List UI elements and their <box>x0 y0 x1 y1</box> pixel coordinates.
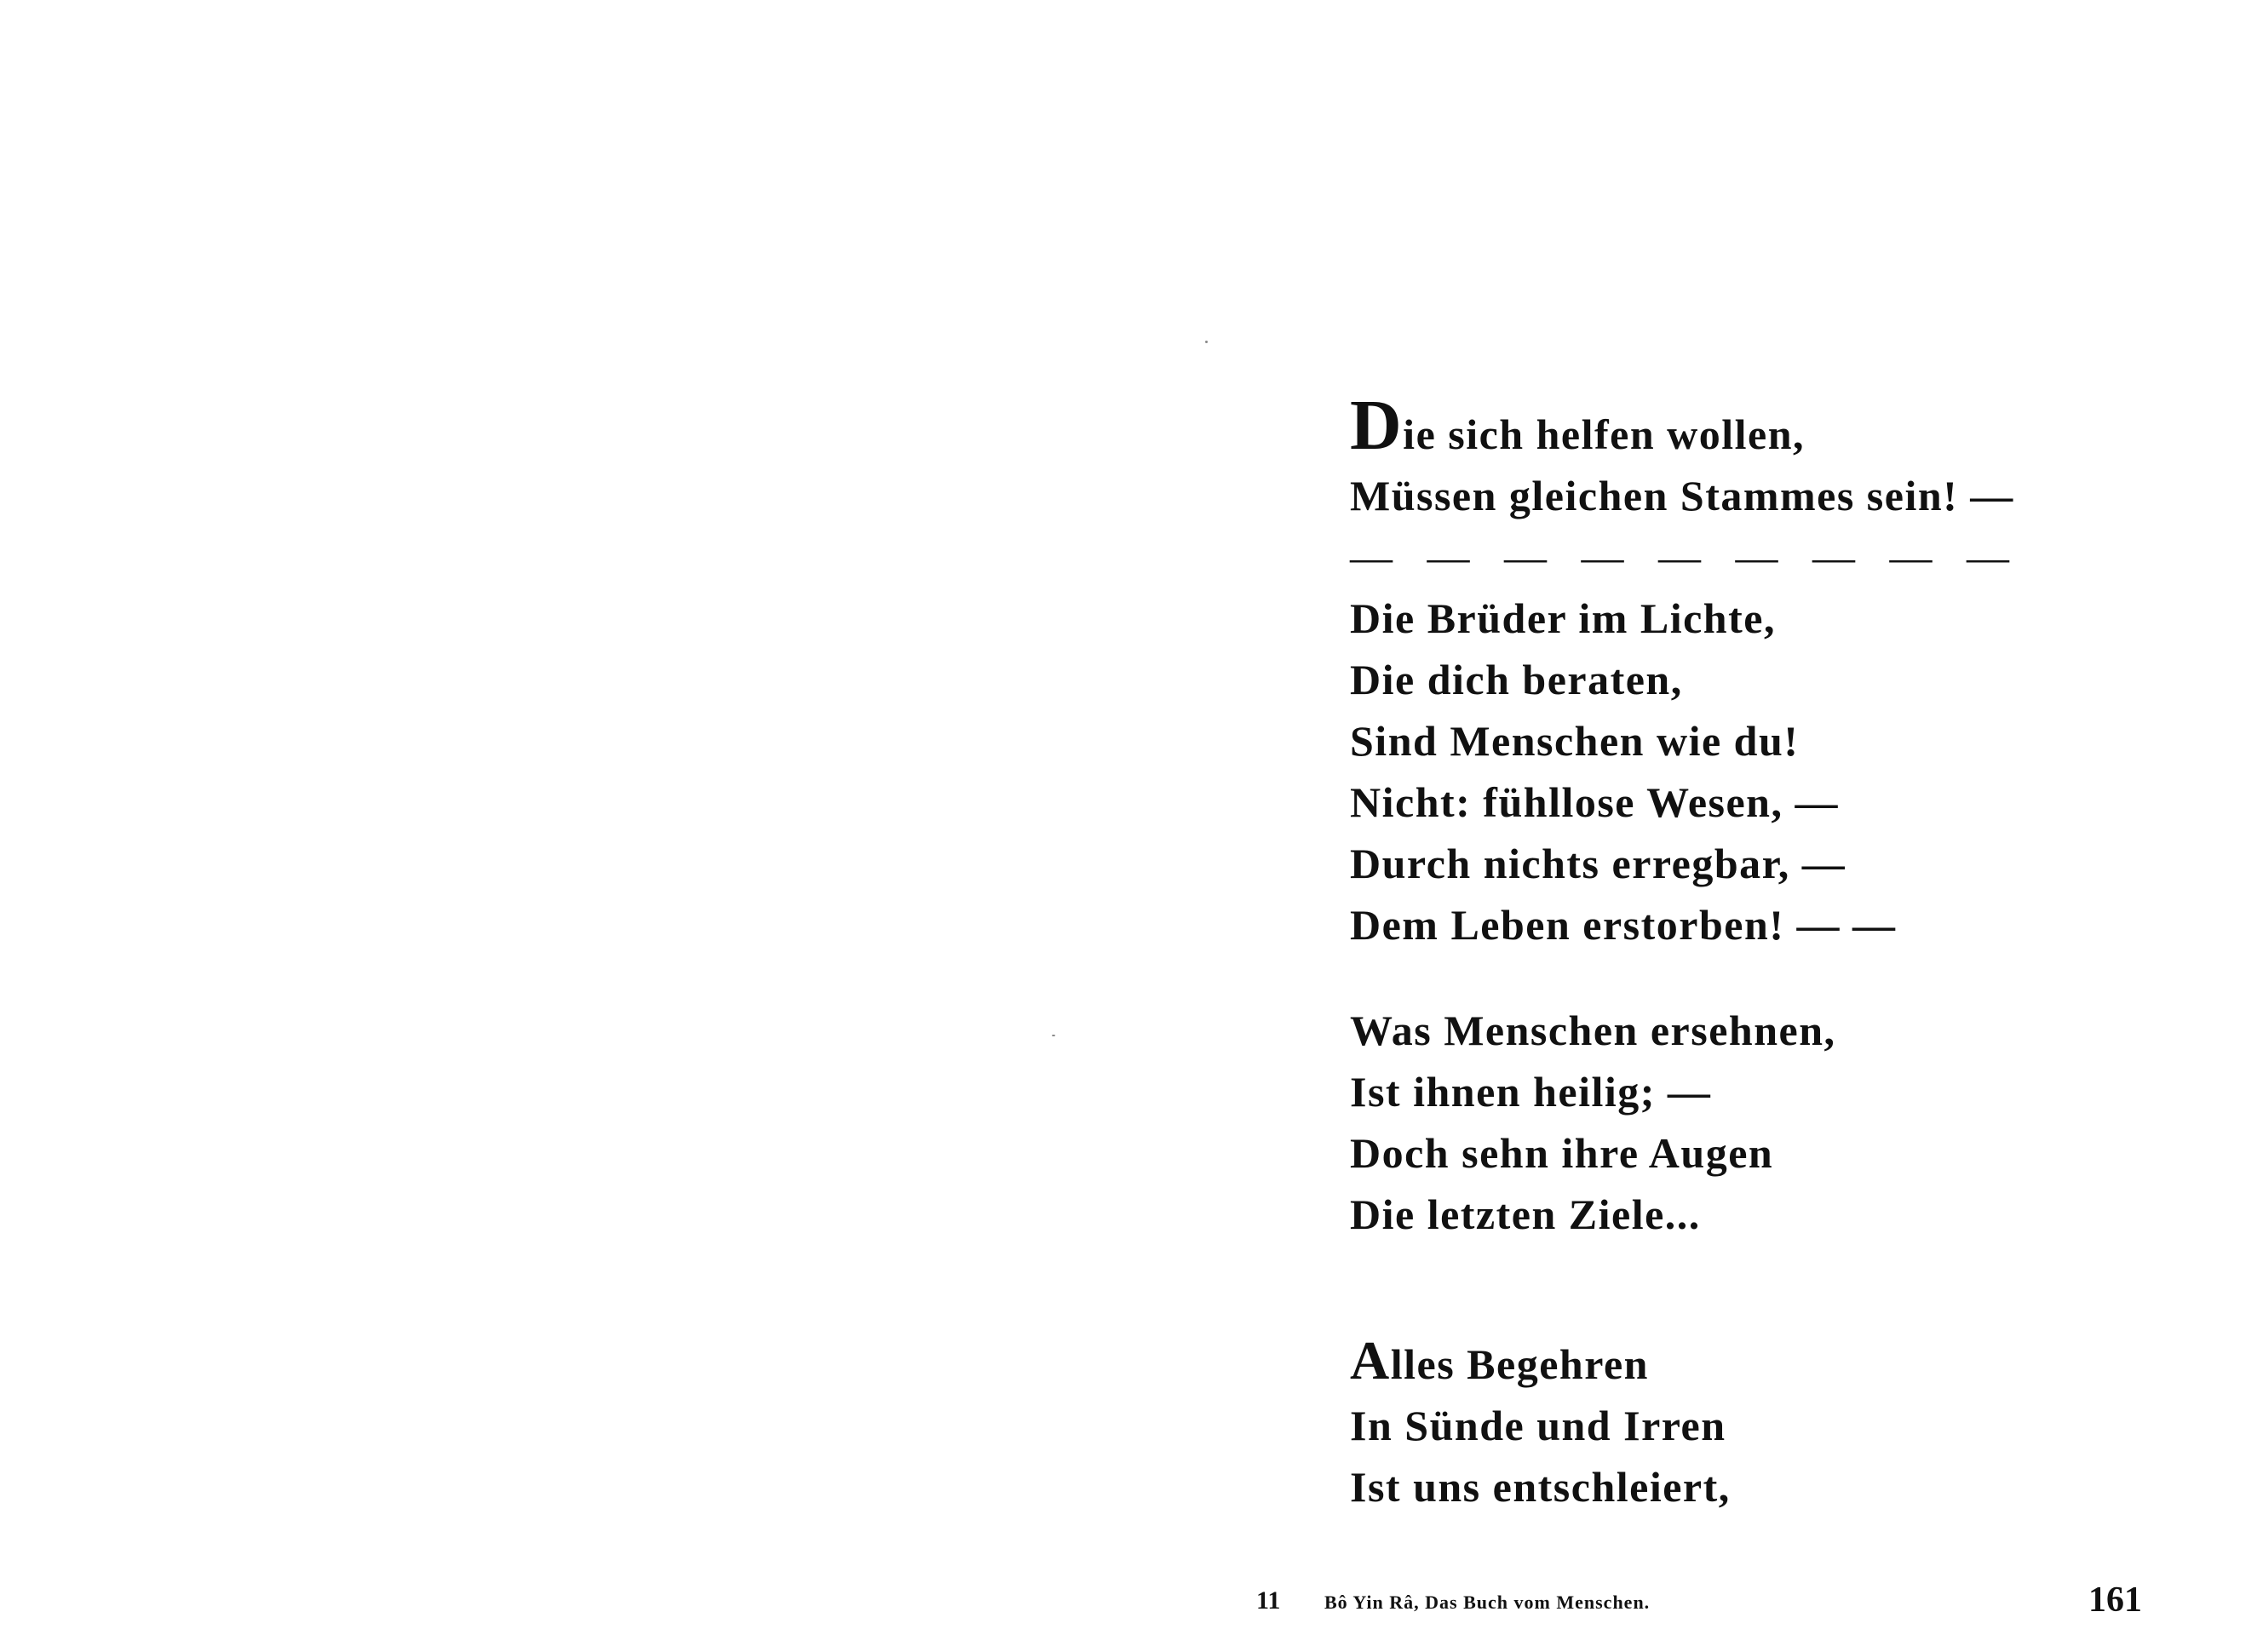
page-footer <box>1256 1580 2142 1631</box>
stanza-gap <box>1350 955 2202 1000</box>
running-title: Bô Yin Râ, Das Buch vom Menschen. <box>1324 1592 1651 1613</box>
poem-line: In Sünde und Irren <box>1350 1402 1726 1449</box>
poem-line: Die dich beraten, <box>1350 656 1683 703</box>
dash-separator: — — — — — — — — — <box>1350 533 2021 581</box>
poem-line: Doch sehn ihre Augen <box>1350 1129 1774 1177</box>
poem-line: Dem Leben erstorben! — — <box>1350 901 1897 949</box>
poem-line: Durch nichts erregbar, — <box>1350 840 1846 887</box>
poem-line: Die letzten Ziele... <box>1350 1190 1701 1238</box>
poem-line: Sind Menschen wie du! <box>1350 717 1800 765</box>
poem-line: Ist ihnen heilig; — <box>1350 1068 1712 1116</box>
poem-line: Nicht: fühllose Wesen, — <box>1350 778 1839 826</box>
poem-line: Die sich helfen wollen, <box>1350 386 1806 465</box>
stanza-3 <box>1350 1000 2202 1245</box>
poem-line: Was Menschen ersehnen, <box>1350 1007 1836 1054</box>
signature-mark: 11 <box>1256 1586 1281 1615</box>
poem-line: Die Brüder im Lichte, <box>1350 594 1776 642</box>
initial-letter: D <box>1350 386 1404 465</box>
paper-speck <box>1052 1035 1055 1036</box>
page-number: 161 <box>2088 1580 2142 1620</box>
poem-line: Alles Begehren <box>1350 1330 1649 1391</box>
paper-speck <box>1205 341 1208 343</box>
poem-line: Ist uns entschleiert, <box>1350 1463 1731 1511</box>
stanza-2 <box>1350 588 2202 955</box>
section-gap <box>1350 1245 2202 1334</box>
poem-text <box>1350 386 2202 1517</box>
stanza-1 <box>1350 386 2202 588</box>
poem-line: Müssen gleichen Stammes sein! — <box>1350 472 2014 519</box>
initial-letter: A <box>1350 1330 1391 1391</box>
stanza-4 <box>1350 1330 2202 1517</box>
